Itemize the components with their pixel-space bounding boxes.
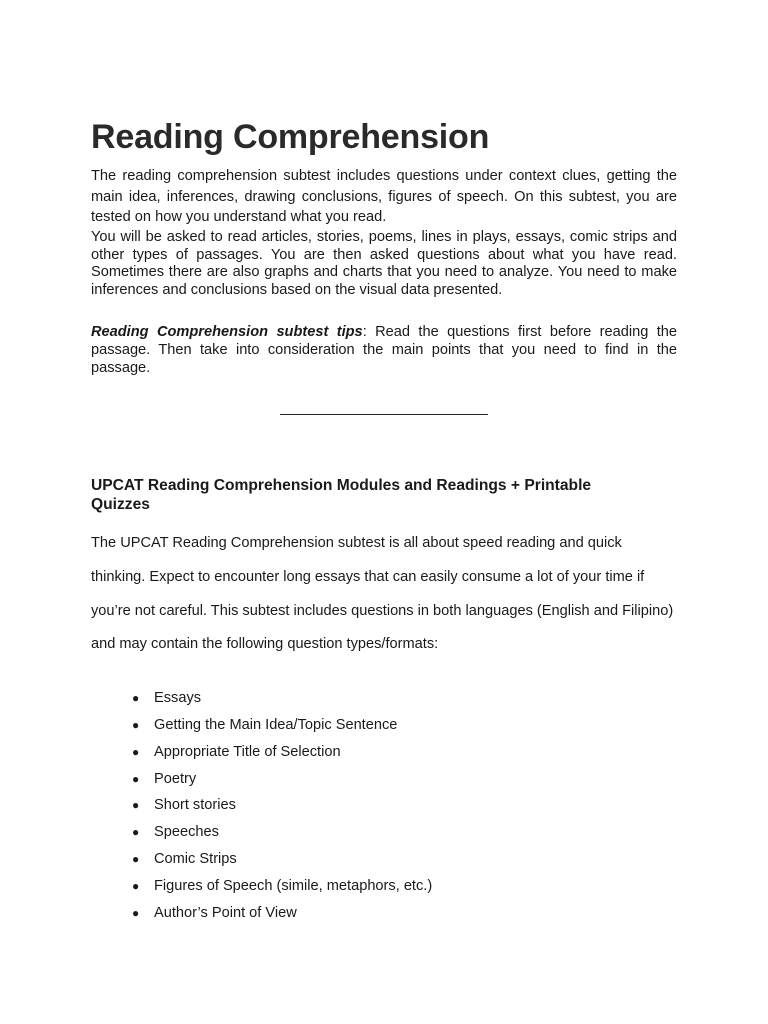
- bullet-icon: ●: [132, 798, 140, 813]
- list-item-label: Speeches: [154, 824, 219, 841]
- list-item-label: Essays: [154, 690, 202, 706]
- bullet-icon: ●: [132, 691, 140, 705]
- list-item: [91, 873, 432, 900]
- second-paragraph: You will be asked to read articles, stories, poems, lines in plays, essays, comic strips and other types of passages. You are then asked questions about what you have read. Sometimes there are also graphs and charts that you need to analyze. You need to make inferences and conclusions based on the visual data presented.: [91, 229, 677, 298]
- list-item: [91, 712, 432, 739]
- list-item: [91, 819, 432, 846]
- list-item-label: Comic Strips: [154, 851, 237, 868]
- bullet-icon: ●: [132, 717, 140, 732]
- section-paragraph: The UPCAT Reading Comprehension subtest is all about speed reading and quick thinking. Expect to encounter long essays that can easily consume a lot of your time if you’re not careful. This subtest includes questions in both languages (English and Filipino) and may contain the following question types/formats:: [91, 535, 674, 653]
- tips-paragraph: [91, 323, 677, 378]
- list-item-label: Author’s Point of View: [154, 904, 297, 921]
- bullet-icon: ●: [132, 825, 140, 840]
- bullet-icon: ●: [132, 905, 140, 920]
- intro-paragraph: The reading comprehension subtest includes questions under context clues, getting the main idea, inferences, drawing conclusions, figures of speech. On this subtest, you are tested on how you understand what you read.: [91, 168, 677, 225]
- list-item-label: Figures of Speech (simile, metaphors, etc.): [154, 877, 433, 894]
- page-title: Reading Comprehension: [91, 118, 490, 156]
- section-heading: UPCAT Reading Comprehension Modules and Readings + Printable Quizzes: [91, 477, 592, 513]
- list-item: [91, 766, 432, 793]
- tips-text: : Read the questions first before reading the passage. Then take into consideration the main points that you need to find in the passage.: [91, 324, 677, 377]
- list-item-label: Short stories: [154, 797, 236, 814]
- list-item-label: Poetry: [154, 770, 197, 787]
- question-types-list: [91, 685, 432, 927]
- section-divider: [280, 414, 488, 415]
- bullet-icon: ●: [132, 744, 140, 759]
- bullet-icon: ●: [132, 852, 140, 867]
- list-item-label: Getting the Main Idea/Topic Sentence: [154, 716, 398, 733]
- bullet-icon: ●: [132, 878, 140, 893]
- list-item: [91, 900, 432, 927]
- list-item: [91, 846, 432, 873]
- list-item: [91, 792, 432, 819]
- tips-label: Reading Comprehension subtest tips: [91, 324, 363, 340]
- list-item: [91, 739, 432, 766]
- list-item: [91, 685, 432, 712]
- list-item-label: Appropriate Title of Selection: [154, 743, 341, 760]
- bullet-icon: ●: [132, 771, 140, 786]
